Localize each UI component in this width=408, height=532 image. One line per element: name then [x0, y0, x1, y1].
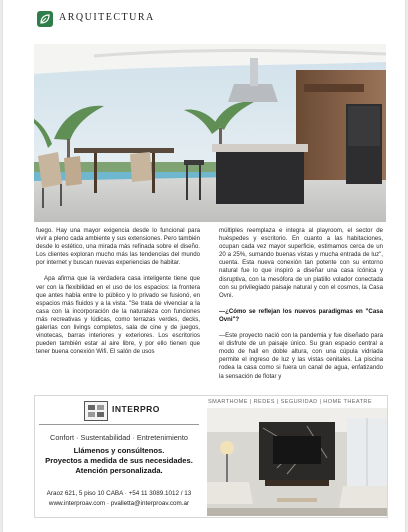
interpro-advertisement: [34, 395, 388, 518]
ad-services: SMARTHOME | REDES | SEGURIDAD | HOME THEATRE: [208, 399, 372, 405]
living-room-tv-photo: [207, 408, 387, 516]
interview-question: —¿Cómo se reflejan los nuevos paradigmas en "Casa Ovni"?: [219, 307, 383, 323]
magazine-page: [3, 0, 405, 532]
ad-photo-panel: [205, 396, 387, 517]
ad-tagline: Confort · Sustentabilidad · Entretenimiento: [50, 433, 188, 442]
ad-address: Araoz 621, 5 piso 10 CABA · +54 11 3089.1012 / 13: [46, 490, 192, 497]
interpro-logo-icon: [84, 401, 108, 421]
article-column-right: [219, 227, 383, 389]
kitchen-terrace-photo: [34, 44, 386, 222]
brand-name: INTERPRO: [112, 404, 160, 414]
leaf-icon: [37, 11, 53, 27]
section-title: ARQUITECTURA: [59, 12, 155, 23]
ad-headline-line: Atención personalizada.: [75, 466, 163, 475]
ad-text-panel: [35, 396, 203, 517]
article-paragraph: fuego. Hay una mayor exigencia desde lo funcional para vivir a pleno cada ambiente y sus extensiones. Pero también desde lo estético, una mirada más refinada sobre el diseño. Los clientes exploran mucho más las tendencias del mundo por internet y buscan nuevas experiencias de habitar.: [36, 227, 200, 267]
interview-answer: —Este proyecto nació con la pandemia y fue diseñado para el disfrute de un paisaje único. Su gran espacio central a modo de hall en doble altura, con una cúpula vidriada permite el ingreso de luz y las vistas cenitales. La piscina rodea la casa como si fuera un canal de agua, enfatizando la sensación de flotar y: [219, 332, 383, 380]
article-column-left: [36, 227, 200, 364]
ad-web: www.interproav.com · pvalletta@interproav.com.ar: [48, 500, 190, 507]
article-paragraph: Apa afirma que la verdadera casa inteligente tiene que ver con la flexibilidad en el uso de los espacios: la frontera que antes había entre lo público y lo privado se fusionó, en espacios más fluidos y a la vista. "Se trata de vivenciar a la casa con la incorporación de la naturaleza con funciones más recreativas y lúdicas, como terrazas verdes, decks, galerías con livings completos, sala de cine y de juegos, vinotecas, barras interiores y exteriores. Los escritorios pueden también estar al aire libre, y por ello tienen que tener buena conexión Wifi. El salón de usos: [36, 275, 200, 356]
ad-headline-line: Llámenos y consúltenos.: [73, 446, 165, 455]
ad-headline-line: Proyectos a medida de sus necesidades.: [45, 456, 193, 465]
divider: [39, 424, 199, 425]
article-paragraph: múltiples reemplaza e integra al playroom, el sector de huéspedes y escritorio. En cuanto a las habitaciones, ocupan cada vez mayor superficie, estimamos cerca de un 20 a 25%, sumando buenas vistas y mucha entrada de luz", cuenta. Esta nueva conexión tan potente con su entorno natural fue lo que inspiró a diseñar una casa ícónica y disruptiva, con la mesófora de un platillo volador conectada con su privilegiado paisaje natural y con el cosmos, la Casa Ovni.: [219, 227, 383, 299]
